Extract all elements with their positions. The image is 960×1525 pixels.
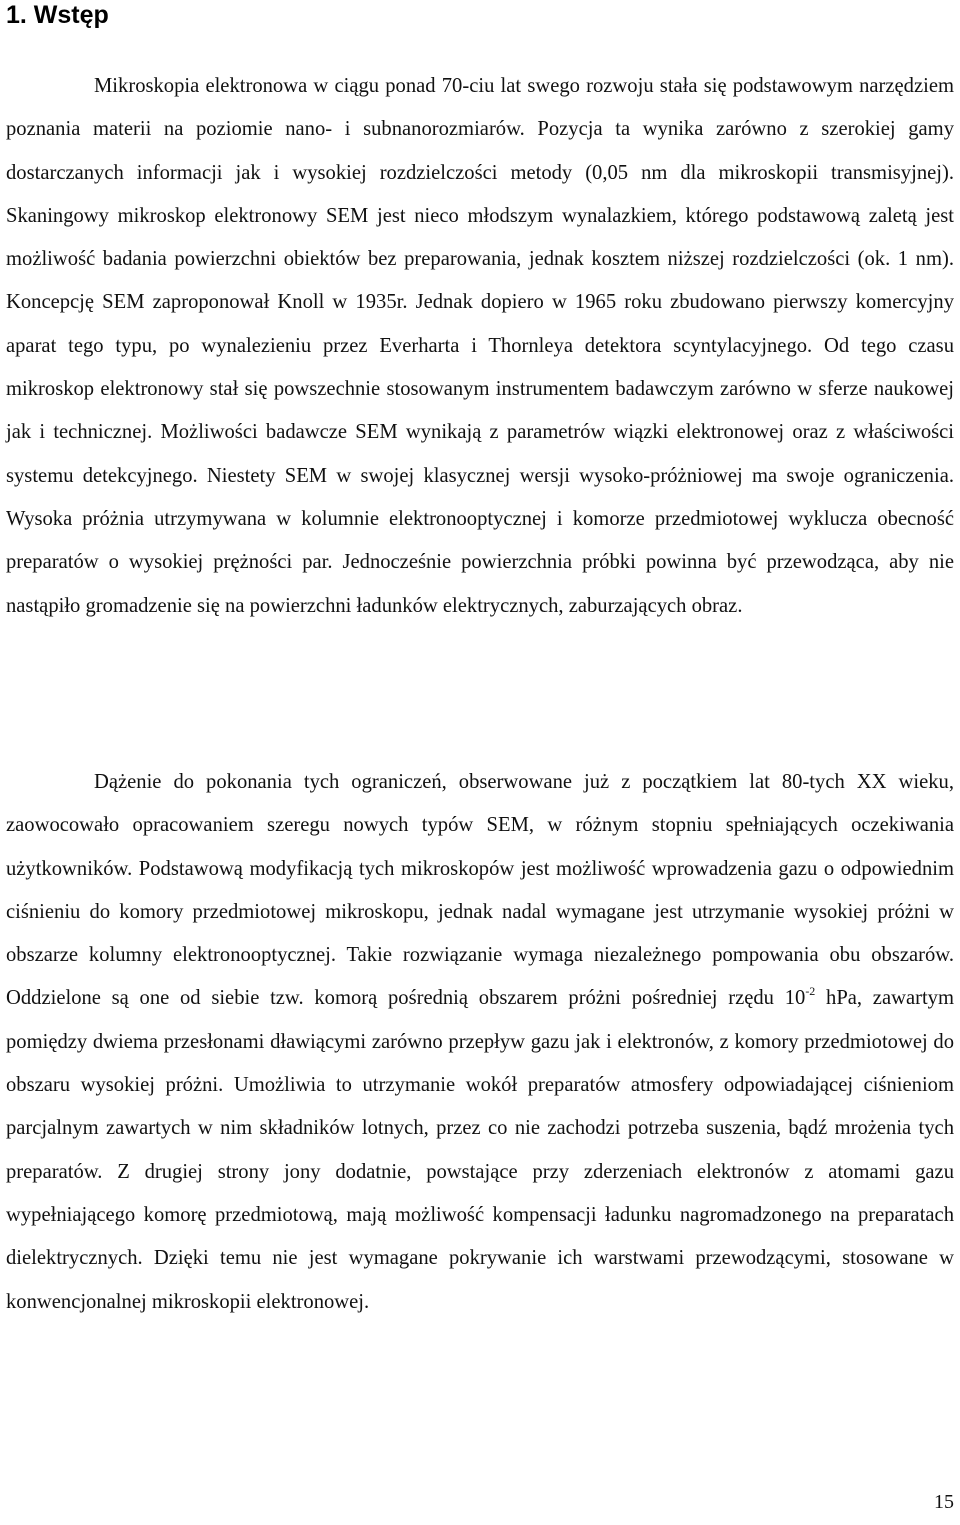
paragraph-intro: Mikroskopia elektronowa w ciągu ponad 70-ciu lat swego rozwoju stała się podstawowym narzędziem poznania materii na poziomie nano- i subnanorozmiarów. Pozycja ta wynika zarówno z szerokiej gamy dostarczanych informacji jak i wysokiej rozdzielczości metody (0,05 nm dla mikroskopii transmisyjnej). Skaningowy mikroskop elektronowy SEM jest nieco młodszym wynalazkiem, którego podstawową zaletą jest możliwość badania powierzchni obiektów bez preparowania, jednak kosztem niższej rozdzielczości (ok. 1 nm). Koncepcję SEM zaproponował Knoll w 1935r. Jednak dopiero w 1965 roku zbudowano pierwszy komercyjny aparat tego typu, po wynalezieniu przez Everharta i Thornleya detektora scyntylacyjnego. Od tego czasu mikroskop elektronowy stał się powszechnie stosowanym instrumentem badawczym zarówno w sferze naukowej jak i technicznej. Możliwości badawcze SEM wynikają z parametrów wiązki elektronowej oraz z właściwości systemu detekcyjnego. Niestety SEM w swojej klasycznej wersji wysoko-próżniowej ma swoje ograniczenia. Wysoka próżnia utrzymywana w kolumnie elektronooptycznej i komorze przedmiotowej wyklucza obecność preparatów o wysokiej prężności par. Jednocześnie powierzchnia próbki powinna być przewodząca, aby nie nastąpiło gromadzenie się na powierzchni ładunków elektrycznych, zaburzających obraz. [6, 75, 954, 617]
paragraph-text-part: Dążenie do pokonania tych ograniczeń, obserwowane już z początkiem lat 80-tych XX wieku, zaowocowało opracowaniem szeregu nowych typów SEM, w różnym stopniu spełniających oczekiwania użytkowników. Podstawową modyfikacją tych mikroskopów jest możliwość wprowadzenia gazu o odpowiednim ciśnieniu do komory przedmiotowej mikroskopu, jednak nadal wymagane jest utrzymanie wysokiej próżni w obszarze kolumny elektronooptycznej. Takie rozwiązanie wymaga niezależnego pompowania obu obszarów. Oddzielone są one od siebie tzw. komorą pośrednią obszarem próżni pośredniej rzędu 10 [6, 771, 954, 1010]
page-number: 15 [934, 1491, 954, 1513]
paragraph-text-part: hPa, zawartym pomiędzy dwiema przesłonami dławiącymi zarówno przepływ gazu jak i elektronów, z komory przedmiotowej do obszaru wysokiej próżni. Umożliwia to utrzymanie wokół preparatów atmosfery odpowiadającej ciśnieniom parcjalnym zawartych w nim składników lotnych, przez co nie zachodzi potrzeba suszenia, bądź mrożenia tych preparatów. Z drugiej strony jony dodatnie, powstające przy zderzeniach elektronów z atomami gazu wypełniającego komorę przedmiotową, mają możliwość kompensacji ładunku nagromadzonego na preparatach dielektrycznych. Dzięki temu nie jest wymagane pokrywanie ich warstwami przewodzącymi, stosowane w konwencjonalnej mikroskopii elektronowej. [6, 987, 954, 1313]
pressure-exponent: -2 [805, 984, 816, 999]
paragraph-modern-sem [6, 761, 954, 1324]
section-heading: 1. Wstęp [6, 1, 109, 29]
